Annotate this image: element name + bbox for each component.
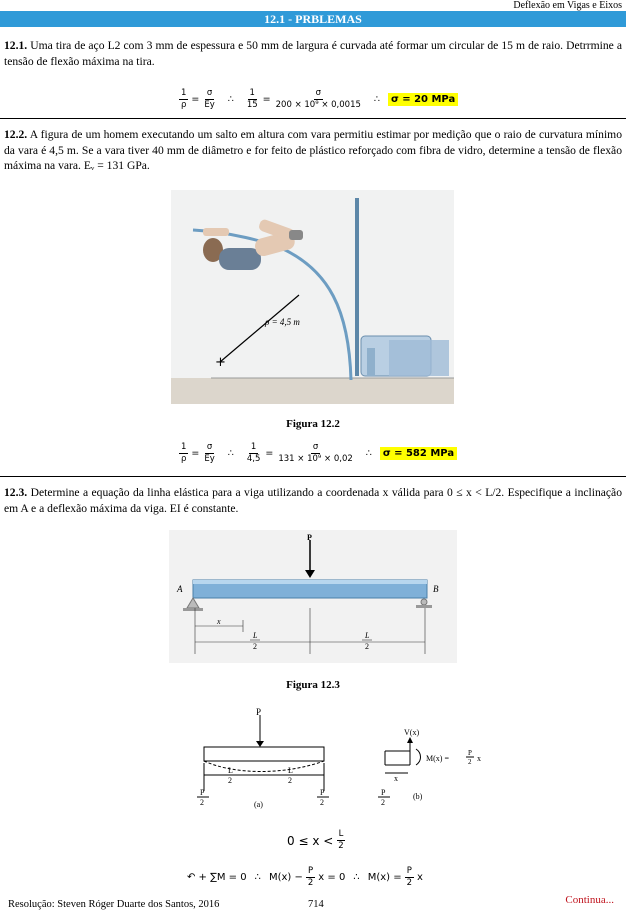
fraction: $\frac{1}{\rho}$	[181, 442, 187, 464]
fraction: $\frac{P}{2}$	[307, 866, 314, 888]
running-header: Deflexão em Vigas e Eixos	[513, 0, 622, 11]
svg-text:P: P	[320, 788, 325, 797]
moment-equation: ↶ + ∑M = 0 ∴ M(x) − $\frac{P}{2}$ x = 0 ∴ M(x) = $\frac{P}{2}$ x	[187, 866, 423, 888]
svg-text:2: 2	[381, 798, 385, 807]
svg-text:+: +	[215, 355, 226, 370]
svg-text:x: x	[477, 754, 481, 763]
figure-caption: Figura 12.3	[286, 679, 340, 691]
problem-text: Uma tira de aço L2 com 3 mm de espessura e 50 mm de largura é curvada até formar um circular de 15 m de raio. Detrrmine a tensão de flexão máxima na tira.	[4, 39, 622, 68]
equation-12-1: $\frac{1}{\rho}$ = $\frac{\sigma}{Ey}$ ∴ $\frac{1}{15}$ = $\frac{\sigma}{\text{200 × 10⁹ × 0,0015}}$ ∴ σ = 20 MPa	[176, 88, 458, 111]
svg-text:2: 2	[253, 642, 257, 651]
svg-text:2: 2	[200, 798, 204, 807]
range-expression: 0 ≤ x < $\frac{L}{2}$	[287, 829, 344, 851]
fraction: $\frac{\sigma}{\text{131 × 10⁹ × 0,02}}$	[278, 442, 353, 464]
problem-number: 12.2.	[4, 128, 28, 141]
equation-12-2: $\frac{1}{\rho}$ = $\frac{\sigma}{Ey}$ ∴ $\frac{1}{4,5}$ = $\frac{\sigma}{\text{131 × 10⁹ × 0,02}}$ ∴ σ = 582 MPa	[176, 442, 457, 465]
fraction: $\frac{L}{2}$	[338, 829, 344, 851]
radius-label: ρ = 4,5 m	[265, 317, 300, 327]
svg-text:P: P	[307, 533, 312, 542]
svg-text:(a): (a)	[254, 800, 263, 809]
svg-text:2: 2	[288, 776, 292, 785]
result-highlight: σ = 20 MPa	[388, 93, 458, 106]
svg-text:A: A	[177, 584, 183, 594]
problem-12-3	[4, 485, 622, 516]
problem-text: A figura de um homem executando um salto em altura com vara permitiu estimar por medição que o raio de curvatura mínimo da vara é 4,5 m. Se a vara tiver 40 mm de diâmetro e for feito de plástico reforçado com fibra de vidro, determine a tensão de flexão máxima na vara. Eᵥ = 131 GPa.	[4, 128, 622, 172]
svg-text:x: x	[394, 774, 398, 783]
problem-12-2	[4, 127, 622, 174]
fraction: $\frac{\sigma}{\text{200 × 10⁹ × 0,0015}}$	[275, 88, 361, 110]
fraction: $\frac{1}{15}$	[246, 88, 258, 110]
fraction: $\frac{\sigma}{Ey}$	[204, 442, 215, 464]
fraction: $\frac{P}{2}$	[406, 866, 413, 888]
fraction: $\frac{1}{\rho}$	[181, 88, 187, 110]
svg-text:L: L	[365, 631, 370, 640]
svg-text:P: P	[256, 707, 262, 717]
svg-text:L: L	[228, 766, 233, 775]
svg-text:2: 2	[320, 798, 324, 807]
svg-text:2: 2	[468, 758, 472, 766]
svg-text:B: B	[433, 584, 439, 594]
pole-vault-figure	[171, 190, 454, 404]
svg-text:L: L	[253, 631, 258, 640]
svg-text:M(x) =: M(x) =	[426, 754, 449, 763]
svg-text:V(x): V(x)	[404, 728, 420, 737]
problem-number: 12.1.	[4, 39, 28, 52]
svg-text:P: P	[381, 788, 386, 797]
section-title-bar: 12.1 - PRBLEMAS	[0, 11, 626, 27]
fraction: $\frac{1}{4,5}$	[246, 442, 261, 464]
problem-text: Determine a equação da linha elástica para a viga utilizando a coordenada x válida para 0 ≤ x < L/2. Especifique a inclinação em A e a deflexão máxima da viga. EI é constante.	[4, 486, 622, 515]
continue-note: Continua...	[565, 894, 614, 906]
svg-text:x: x	[217, 617, 221, 626]
divider	[0, 118, 626, 119]
footer-credit: Resolução: Steven Róger Duarte dos Santos, 2016	[8, 899, 220, 910]
svg-text:P: P	[200, 788, 205, 797]
fraction: $\frac{\sigma}{Ey}$	[204, 88, 215, 110]
svg-text:2: 2	[365, 642, 369, 651]
svg-text:(b): (b)	[413, 792, 423, 801]
page-number: 714	[308, 899, 324, 910]
svg-text:2: 2	[228, 776, 232, 785]
result-highlight: σ = 582 MPa	[380, 447, 457, 460]
figure-caption: Figura 12.2	[286, 418, 340, 430]
beam-figure	[169, 530, 457, 663]
divider	[0, 476, 626, 477]
free-body-sketch	[190, 703, 500, 811]
problem-number: 12.3.	[4, 486, 28, 499]
problem-12-1	[4, 38, 622, 69]
svg-text:L: L	[288, 766, 293, 775]
svg-text:P: P	[468, 749, 472, 757]
